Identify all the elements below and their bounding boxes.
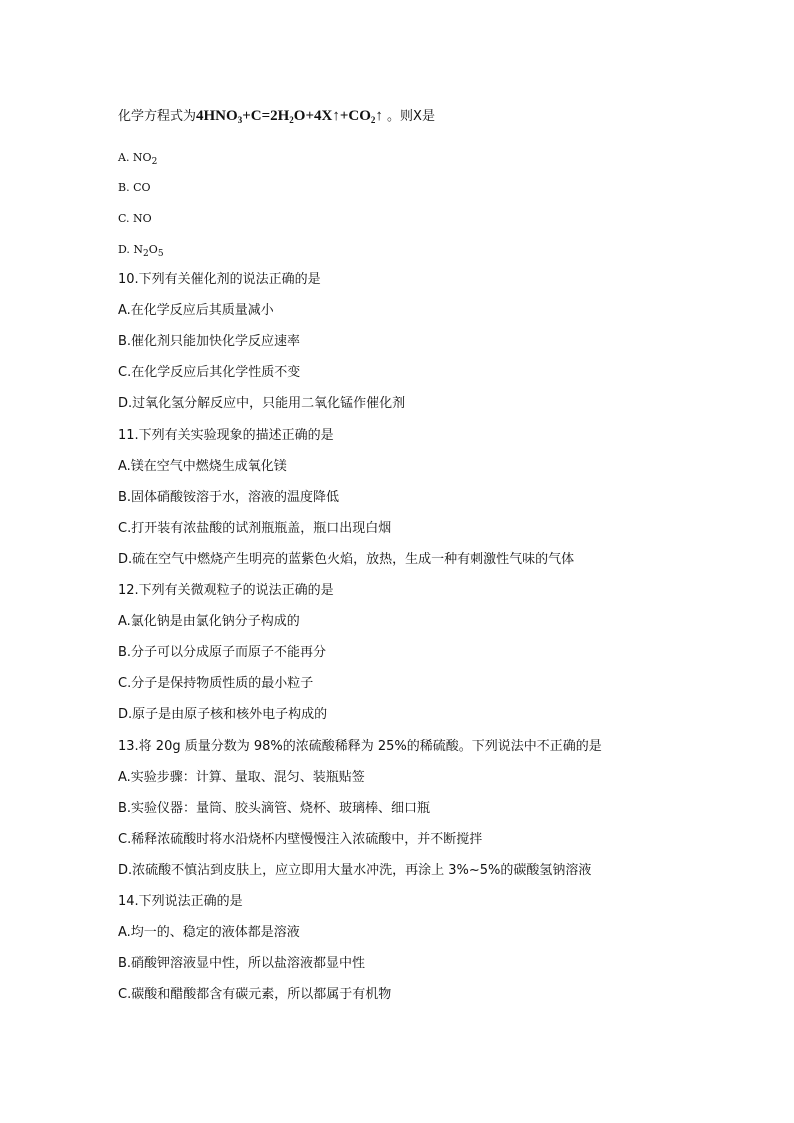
answer-option: A.实验步骤：计算、量取、混匀、装瓶贴签 <box>118 769 365 785</box>
stem-suffix: 。则X是 <box>382 109 435 124</box>
answer-option: B.实验仪器：量筒、胶头滴管、烧杯、玻璃棒、细口瓶 <box>118 800 431 816</box>
answer-option: D.原子是由原子核和核外电子构成的 <box>118 707 328 723</box>
question-stem: 14.下列说法正确的是 <box>118 894 243 909</box>
answer-option: B.硝酸钾溶液显中性，所以盐溶液都显中性 <box>118 956 366 972</box>
option-a: A. $NO_2$ <box>118 151 158 167</box>
answer-option: A.镁在空气中燃烧生成氧化镁 <box>118 458 287 474</box>
chemical-equation: $4HNO_3+C=2H_2O+4X↑+CO_2↑$ <box>196 108 383 125</box>
answer-option: A.氯化钠是由氯化钠分子构成的 <box>118 614 300 630</box>
answer-option: D.硫在空气中燃烧产生明亮的蓝紫色火焰，放热，生成一种有刺激性气味的气体 <box>118 551 575 567</box>
answer-option: D.过氧化氢分解反应中，只能用二氧化锰作催化剂 <box>118 396 406 412</box>
question-stem: 13.将 20g 质量分数为 98%的浓硫酸稀释为 25%的稀硫酸。下列说法中不正确的是 <box>118 738 602 754</box>
stem-prefix: 化学方程式为 <box>118 109 197 124</box>
answer-option: C.在化学反应后其化学性质不变 <box>118 365 301 381</box>
answer-option: C.分子是保持物质性质的最小粒子 <box>118 676 314 692</box>
option-c: C. NO <box>118 212 152 225</box>
option-d: D. $N_2O_5$ <box>118 243 164 259</box>
answer-option: C.碳酸和醋酸都含有碳元素，所以都属于有机物 <box>118 987 392 1003</box>
question-stem: 12.下列有关微观粒子的说法正确的是 <box>118 583 334 598</box>
question-stem: 11.下列有关实验现象的描述正确的是 <box>118 427 334 443</box>
answer-option: D.浓硫酸不慎沾到皮肤上，应立即用大量水冲洗，再涂上 3%~5%的碳酸氢钠溶液 <box>118 862 592 878</box>
answer-option: C.打开装有浓盐酸的试剂瓶瓶盖，瓶口出现白烟 <box>118 520 392 536</box>
option-b: B. CO <box>118 181 151 194</box>
answer-option: B.催化剂只能加快化学反应速率 <box>118 334 301 350</box>
question-stem: 10.下列有关催化剂的说法正确的是 <box>118 272 321 287</box>
answer-option: C.稀释浓硫酸时将水沿烧杯内壁慢慢注入浓硫酸中，并不断搅拌 <box>118 831 483 847</box>
answer-option: B.分子可以分成原子而原子不能再分 <box>118 645 327 661</box>
answer-option: A.均一的、稳定的液体都是溶液 <box>118 925 300 941</box>
question-9-stem <box>118 108 435 125</box>
answer-option: B.固体硝酸铵溶于水，溶液的温度降低 <box>118 489 340 505</box>
answer-option: A.在化学反应后其质量减小 <box>118 303 274 319</box>
